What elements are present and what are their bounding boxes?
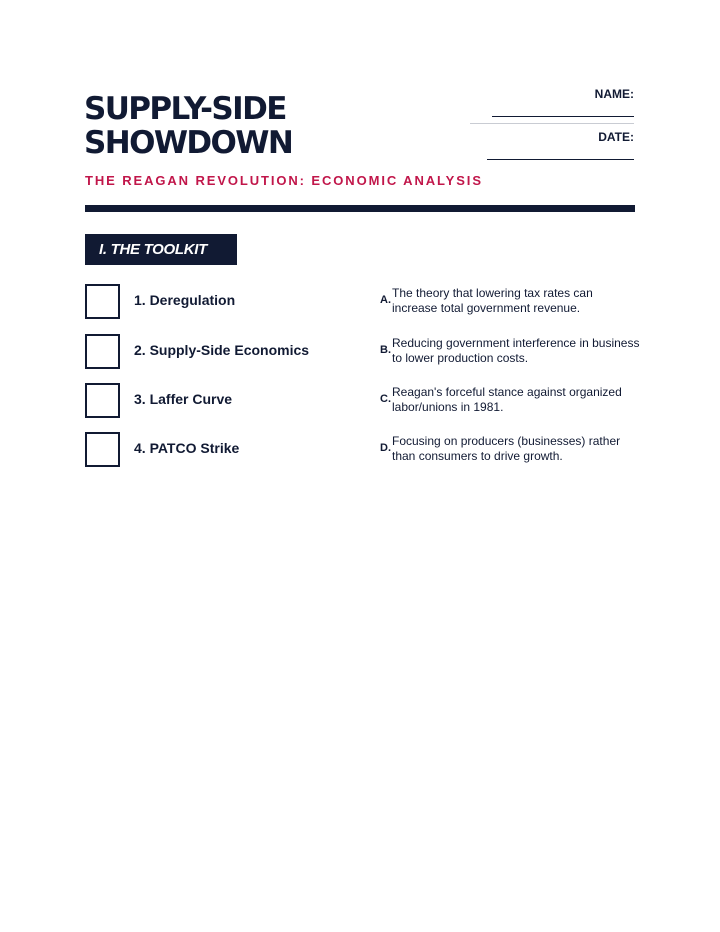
name-field[interactable] xyxy=(492,116,634,117)
definition-letter: C. xyxy=(380,393,391,405)
date-field[interactable] xyxy=(487,159,634,160)
title-line-2: SHOWDOWN xyxy=(84,125,293,161)
definition-letter: D. xyxy=(380,442,391,454)
date-label: DATE: xyxy=(598,130,634,144)
section-heading: I. THE TOOLKIT xyxy=(85,234,237,265)
title-line-1: SUPPLY-SIDE xyxy=(84,91,286,127)
term-label: 4. PATCO Strike xyxy=(134,440,240,456)
definition-text: The theory that lowering tax rates can increase total government revenue. xyxy=(392,286,593,315)
definition-text: Reagan's forceful stance against organized labor/unions in 1981. xyxy=(392,385,622,414)
answer-box[interactable] xyxy=(85,432,120,467)
term-label: 3. Laffer Curve xyxy=(134,391,233,407)
worksheet-subtitle: THE REAGAN REVOLUTION: ECONOMIC ANALYSIS xyxy=(85,173,483,188)
answer-box[interactable] xyxy=(85,284,120,319)
name-label: NAME: xyxy=(594,87,634,101)
definition-letter: B. xyxy=(380,344,391,356)
worksheet-title xyxy=(84,92,292,160)
header-rule xyxy=(85,205,635,212)
definition-text: Reducing government interference in business to lower production costs. xyxy=(392,336,640,365)
definition-letter: A. xyxy=(380,294,391,306)
term-label: 1. Deregulation xyxy=(134,292,236,308)
term-label: 2. Supply-Side Economics xyxy=(134,342,310,358)
definition-text: Focusing on producers (businesses) rather than consumers to drive growth. xyxy=(392,434,621,463)
answer-box[interactable] xyxy=(85,383,120,418)
header-divider xyxy=(470,123,634,124)
answer-box[interactable] xyxy=(85,334,120,369)
